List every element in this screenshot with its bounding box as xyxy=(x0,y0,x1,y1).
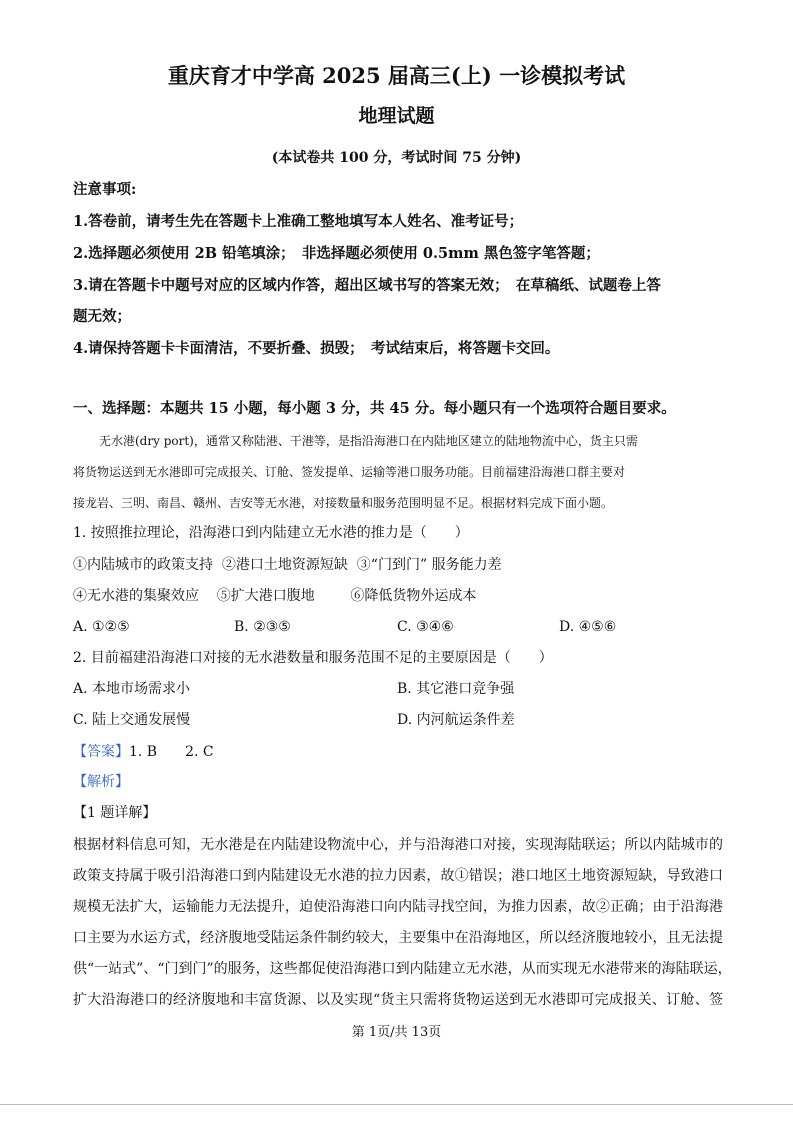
notice-item-3-cont: 题无效； xyxy=(73,308,131,325)
exam-info: (本试卷共 100 分，考试时间 75 分钟) xyxy=(271,150,522,166)
notice-item-3: 3.请在答题卡中题号对应的区域内作答，超出区域书写的答案无效； 在草稿纸、试题卷上答 xyxy=(73,277,661,294)
q2-option-d: D. 内河航运条件差 xyxy=(397,712,515,728)
q1-option-a: A. ①②⑤ xyxy=(73,619,130,635)
section-heading: 一、选择题：本题共 15 小题，每小题 3 分，共 45 分。每小题只有一个选项符合题目要求。 xyxy=(73,400,676,417)
q2-option-b: B. 其它港口竞争强 xyxy=(397,681,515,697)
notice-heading: 注意事项: xyxy=(73,181,137,198)
page-divider xyxy=(0,1104,793,1105)
question-1-factors-1: ①内陆城市的政策支持 ②港口土地资源短缺 ③“门到门” 服务能力差 xyxy=(73,557,502,573)
q1-option-c: C. ③④⑥ xyxy=(397,619,454,635)
answer-row xyxy=(73,742,214,762)
answer-2: 2. C xyxy=(185,744,214,760)
material-line-1: 无水港(dry port)，通常又称陆港、干港等，是指沿海港口在内陆地区建立的陆地物流中心，货主只需 xyxy=(99,434,638,448)
q1-option-d: D. ④⑤⑥ xyxy=(559,619,617,635)
detail-line-5: 供“一站式”、“门到门”的服务，这些都促使沿海港口到内陆建立无水港，从而实现无水港带来的海陆联运， xyxy=(73,961,732,977)
q2-option-c: C. 陆上交通发展慢 xyxy=(73,712,191,728)
q2-option-a: A. 本地市场需求小 xyxy=(73,681,191,697)
question-2-stem: 2. 目前福建沿海港口对接的无水港数量和服务范围不足的主要原因是（ ） xyxy=(73,650,553,666)
analysis-label: 【解析】 xyxy=(73,774,129,790)
exam-title: 重庆育才中学高 2025 届高三(上) 一诊模拟考试 xyxy=(167,63,626,88)
question-1-stem: 1. 按照推拉理论，沿海港口到内陆建立无水港的推力是（ ） xyxy=(73,525,469,541)
detail-line-2: 政策支持属于吸引沿海港口到内陆建设无水港的拉力因素，故①错误；港口地区土地资源短缺，导致港口 xyxy=(73,868,723,884)
q1-option-b: B. ②③⑤ xyxy=(234,619,291,635)
question-1-factors-2: ④无水港的集聚效应 ⑤扩大港口腹地 ⑥降低货物外运成本 xyxy=(73,588,477,604)
answer-label: 【答案】 xyxy=(73,744,129,760)
page-number: 第 1页/共 13页 xyxy=(351,1025,442,1040)
material-line-2: 将货物运送到无水港即可完成报关、订舱、签发提单、运输等港口服务功能。目前福建沿海港口群主要对 xyxy=(73,465,626,479)
detail-line-3: 规模无法扩大，运输能力无法提升，迫使沿海港口向内陆寻找空间，为推力因素，故②正确；由于沿海港 xyxy=(73,899,723,915)
notice-item-4: 4.请保持答题卡卡面清洁，不要折叠、损毁； 考试结束后，将答题卡交回。 xyxy=(73,340,560,357)
material-line-3: 接龙岩、三明、南昌、赣州、吉安等无水港，对接数量和服务范围明显不足。根据材料完成下面小题。 xyxy=(73,496,614,510)
subject-title: 地理试题 xyxy=(358,105,435,127)
answer-1: 1. B xyxy=(129,744,158,760)
detail-line-1: 根据材料信息可知，无水港是在内陆建设物流中心，并与沿海港口对接，实现海陆联运；所以内陆城市的 xyxy=(73,837,723,853)
detail-heading: 【1 题详解】 xyxy=(73,805,157,821)
notice-item-1: 1.答卷前，请考生先在答题卡上准确工整地填写本人姓名、准考证号； xyxy=(73,213,524,230)
notice-item-2: 2.选择题必须使用 2B 铅笔填涂； 非选择题必须使用 0.5mm 黑色签字笔答题； xyxy=(73,245,600,262)
detail-line-4: 口主要为水运方式，经济腹地受陆运条件制约较大，主要集中在沿海地区，所以经济腹地较小，且无法提 xyxy=(73,930,723,946)
detail-line-6: 扩大沿海港口的经济腹地和丰富货源、以及实现“货主只需将货物运送到无水港即可完成报关、订舱、签 xyxy=(73,992,723,1008)
